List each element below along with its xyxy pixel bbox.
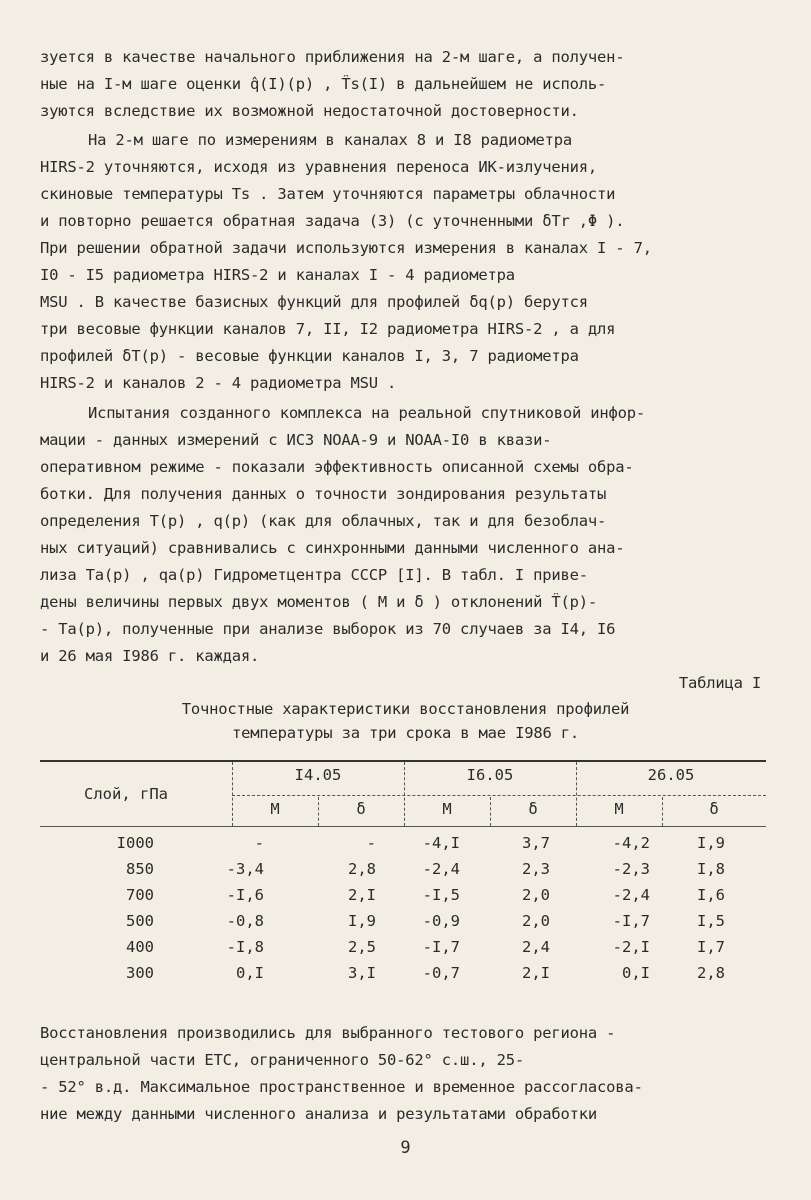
layer-cell: 400 bbox=[126, 938, 154, 956]
text-line: - Ta(p), полученные при анализе выборок из 70 случаев за I4, I6 bbox=[40, 620, 616, 638]
value-cell: -I,6 bbox=[226, 886, 264, 904]
value-cell: - bbox=[366, 834, 376, 852]
text-line: ние между данными численного анализа и результатами обработки bbox=[40, 1105, 598, 1123]
text-line: HIRS-2 уточняются, исходя из уравнения переноса ИК-излучения, bbox=[40, 158, 598, 176]
text-line: скиновые температуры Ts . Затем уточняются параметры облачности bbox=[40, 185, 616, 203]
column-header-delta: δ bbox=[356, 800, 366, 818]
value-cell: - bbox=[254, 834, 264, 852]
column-header-delta: δ bbox=[709, 800, 719, 818]
value-cell: 2,0 bbox=[522, 912, 550, 930]
text-line: оперативном режиме - показали эффективность описанной схемы обра- bbox=[40, 458, 634, 476]
text-line: зуется в качестве начального приближения на 2-м шаге, а получен- bbox=[40, 48, 625, 66]
column-header-layer: Слой, гПа bbox=[84, 785, 168, 803]
value-cell: 3,7 bbox=[522, 834, 550, 852]
value-cell: 2,8 bbox=[697, 964, 725, 982]
column-header-m: M bbox=[614, 800, 624, 818]
value-cell: 3,I bbox=[348, 964, 376, 982]
layer-cell: 850 bbox=[126, 860, 154, 878]
value-cell: 2,4 bbox=[522, 938, 550, 956]
text-line: определения T(p) , q(p) (как для облачных, так и для безоблач- bbox=[40, 512, 607, 530]
value-cell: 2,8 bbox=[348, 860, 376, 878]
column-header-date: I4.05 bbox=[294, 766, 342, 784]
table-subheader-rule bbox=[232, 795, 766, 796]
value-cell: 2,0 bbox=[522, 886, 550, 904]
layer-cell: I000 bbox=[116, 834, 154, 852]
value-cell: 2,I bbox=[522, 964, 550, 982]
value-cell: I,8 bbox=[697, 860, 725, 878]
text-line: дены величины первых двух моментов ( M и δ ) отклонений T̂(p)- bbox=[40, 593, 598, 611]
text-line: MSU . В качестве базисных функций для профилей δq(p) берутся bbox=[40, 293, 588, 311]
text-line: На 2-м шаге по измерениям в каналах 8 и I8 радиометра bbox=[88, 131, 572, 149]
table-label: Таблица I bbox=[678, 674, 761, 692]
text-line: При решении обратной задачи используются измерения в каналах I - 7, bbox=[40, 239, 652, 257]
value-cell: -0,9 bbox=[422, 912, 460, 930]
value-cell: -3,4 bbox=[226, 860, 264, 878]
table-top-rule bbox=[40, 760, 766, 762]
value-cell: -4,2 bbox=[612, 834, 650, 852]
value-cell: -2,3 bbox=[612, 860, 650, 878]
text-line: ных ситуаций) сравнивались с синхронными данными численного ана- bbox=[40, 539, 625, 557]
text-line: зуются вследствие их возможной недостаточной достоверности. bbox=[40, 102, 579, 120]
text-line: ботки. Для получения данных о точности зондирования результаты bbox=[40, 485, 607, 503]
value-cell: -2,I bbox=[612, 938, 650, 956]
text-line: и повторно решается обратная задача (3) (с уточненными δTr ,Φ ). bbox=[40, 212, 625, 230]
value-cell: -I,5 bbox=[422, 886, 460, 904]
value-cell: I,6 bbox=[697, 886, 725, 904]
text-line: Восстановления производились для выбранного тестового региона - bbox=[40, 1024, 616, 1042]
table-header-rule bbox=[40, 826, 766, 827]
value-cell: 0,I bbox=[622, 964, 650, 982]
table-caption: Точностные характеристики восстановления профилей bbox=[181, 700, 630, 718]
column-header-m: M bbox=[270, 800, 280, 818]
value-cell: -I,8 bbox=[226, 938, 264, 956]
value-cell: I,7 bbox=[697, 938, 725, 956]
text-line: и 26 мая I986 г. каждая. bbox=[40, 647, 260, 665]
text-line: I0 - I5 радиометра HIRS-2 и каналах I - 4 радиометра bbox=[40, 266, 515, 284]
layer-cell: 300 bbox=[126, 964, 154, 982]
value-cell: 2,I bbox=[348, 886, 376, 904]
value-cell: 0,I bbox=[236, 964, 264, 982]
value-cell: I,9 bbox=[348, 912, 376, 930]
value-cell: -I,7 bbox=[612, 912, 650, 930]
value-cell: 2,3 bbox=[522, 860, 550, 878]
text-line: три весовые функции каналов 7, II, I2 радиометра HIRS-2 , а для bbox=[40, 320, 616, 338]
value-cell: -I,7 bbox=[422, 938, 460, 956]
column-header-delta: δ bbox=[528, 800, 538, 818]
layer-cell: 700 bbox=[126, 886, 154, 904]
value-cell: I,9 bbox=[697, 834, 725, 852]
column-header-date: 26.05 bbox=[647, 766, 695, 784]
value-cell: -2,4 bbox=[422, 860, 460, 878]
layer-cell: 500 bbox=[126, 912, 154, 930]
text-line: лиза Ta(p) , qa(p) Гидрометцентра СССР [I]. В табл. I приве- bbox=[40, 566, 588, 584]
text-line: центральной части ЕТС, ограниченного 50-62° с.ш., 25- bbox=[40, 1051, 524, 1069]
text-line: ные на I-м шаге оценки q̂(I)(p) , T̂s(I) в дальнейшем не исполь- bbox=[40, 75, 607, 93]
value-cell: 2,5 bbox=[348, 938, 376, 956]
page-number: 9 bbox=[400, 1138, 411, 1158]
value-cell: I,5 bbox=[697, 912, 725, 930]
text-line: Испытания созданного комплекса на реальной спутниковой инфор- bbox=[88, 404, 646, 422]
text-line: - 52° в.д. Максимальное пространственное и временное рассогласова- bbox=[40, 1078, 643, 1096]
column-header-m: M bbox=[442, 800, 452, 818]
text-line: профилей δT(p) - весовые функции каналов I, 3, 7 радиометра bbox=[40, 347, 579, 365]
value-cell: -2,4 bbox=[612, 886, 650, 904]
value-cell: -0,8 bbox=[226, 912, 264, 930]
column-header-date: I6.05 bbox=[466, 766, 514, 784]
value-cell: -0,7 bbox=[422, 964, 460, 982]
text-line: HIRS-2 и каналов 2 - 4 радиометра MSU . bbox=[40, 374, 397, 392]
value-cell: -4,I bbox=[422, 834, 460, 852]
table-caption: температуры за три срока в мае I986 г. bbox=[231, 724, 579, 742]
text-line: мации - данных измерений с ИСЗ NOAA-9 и NOAA-I0 в квази- bbox=[40, 431, 552, 449]
